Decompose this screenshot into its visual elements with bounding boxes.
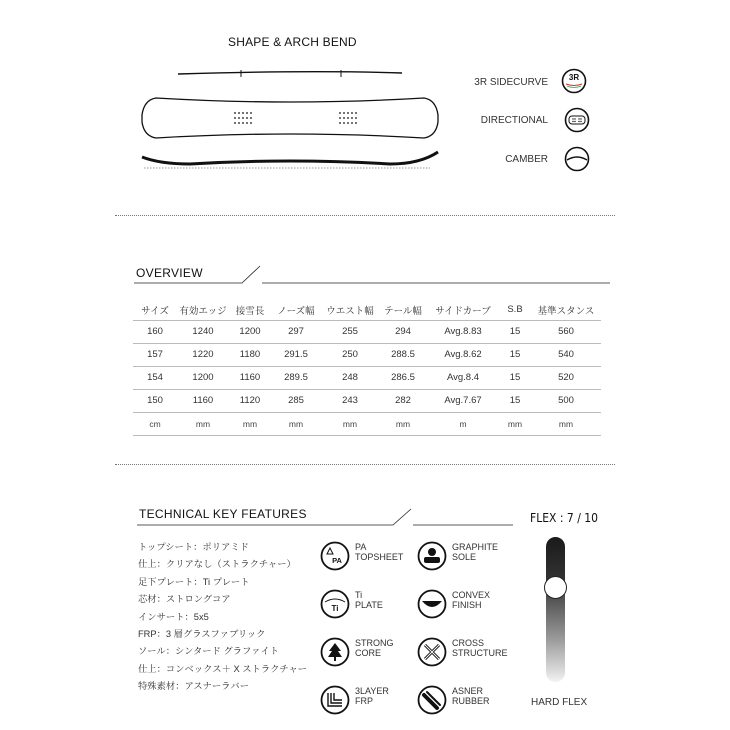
shape-section-title: SHAPE & ARCH BEND (228, 35, 357, 49)
table-cell: 288.5 (379, 343, 427, 366)
table-cell: 160 (133, 320, 177, 343)
table-cell: 150 (133, 389, 177, 412)
table-cell: 540 (531, 343, 601, 366)
spec-table-header (133, 300, 601, 320)
tech-feature-label: PA TOPSHEET (355, 542, 404, 562)
tech-feature-label: STRONG CORE (355, 638, 394, 658)
spec-line: ソール：シンタード グラファイト (138, 646, 280, 657)
unit-cell: m (427, 412, 499, 435)
feature-label-directional: DIRECTIONAL (480, 115, 548, 126)
units-row (133, 412, 601, 435)
unit-cell: mm (321, 412, 379, 435)
directional-icon (564, 107, 590, 133)
table-cell: 520 (531, 366, 601, 389)
spec-table (133, 300, 601, 436)
column-header: ウエスト幅 (326, 305, 374, 317)
3layer-frp-icon (320, 685, 350, 715)
spec-line: 足下プレート：Ti プレート (138, 576, 250, 587)
pa-icon-text: PA (332, 556, 342, 565)
pa-topsheet-icon (320, 541, 350, 571)
table-cell: 157 (133, 343, 177, 366)
table-row (133, 343, 601, 366)
flex-meter-marker (544, 576, 567, 599)
unit-cell: mm (229, 412, 271, 435)
table-cell: 15 (499, 320, 531, 343)
table-cell: 1160 (229, 366, 271, 389)
column-header: 接雪長 (235, 305, 265, 317)
table-cell: 560 (531, 320, 601, 343)
feature-label-camber: CAMBER (505, 154, 548, 165)
arch-profile-line (178, 72, 402, 74)
table-cell: 15 (499, 366, 531, 389)
feature-label-3r-sidecurve: 3R SIDECURVE (474, 77, 548, 88)
tech-feature-label: ASNER RUBBER (452, 686, 490, 706)
column-header: 有効エッジ (179, 305, 227, 317)
table-cell: 297 (271, 320, 321, 343)
3r-sidecurve-icon (561, 68, 587, 94)
cross-structure-icon (417, 637, 447, 667)
table-cell: 291.5 (271, 343, 321, 366)
tech-feature-pa-topsheet (320, 541, 430, 581)
technical-title-underline (135, 505, 515, 531)
table-cell: 285 (271, 389, 321, 412)
section-divider (115, 464, 615, 465)
flex-meter-bar (546, 537, 565, 682)
ti-icon-text: Ti (331, 604, 339, 613)
tech-feature-asner-rubber (417, 685, 527, 725)
tech-feature-3layer-frp (320, 685, 430, 725)
column-header: サイドカーブ (435, 305, 491, 317)
board-outline (142, 98, 438, 138)
unit-cell: mm (499, 412, 531, 435)
camber-profile (142, 152, 438, 164)
tech-feature-label: CONVEX FINISH (452, 590, 491, 610)
graphite-sole-icon (417, 541, 447, 571)
spec-line: 特殊素材：アスナーラバー (138, 681, 250, 692)
spec-line: 芯材：ストロングコア (138, 594, 231, 605)
table-cell: 294 (379, 320, 427, 343)
tech-feature-label: 3LAYER FRP (355, 686, 389, 706)
spec-line: FRP：3 層グラスファブリック (138, 629, 266, 640)
material-spec-list (138, 539, 307, 696)
spec-line: 仕上：コンベックス＋ X ストラクチャー (138, 663, 308, 674)
table-cell: Avg.8.62 (427, 343, 499, 366)
tech-feature-label: GRAPHITE SOLE (452, 542, 499, 562)
table-cell: 255 (321, 320, 379, 343)
table-cell: 1120 (229, 389, 271, 412)
column-header: 基準スタンス (537, 305, 595, 317)
3r-icon-text: 3R (568, 73, 580, 82)
column-header: ノーズ幅 (277, 305, 315, 317)
unit-cell: mm (531, 412, 601, 435)
spec-line: 仕上：クリアなし（ストラクチャー） (138, 559, 296, 570)
tech-feature-cross-structure (417, 637, 527, 677)
table-cell: 248 (321, 366, 379, 389)
overview-title: OVERVIEW (136, 266, 203, 280)
tech-feature-strong-core (320, 637, 430, 677)
unit-cell: cm (133, 412, 177, 435)
spec-line: トップシート：ポリアミド (138, 542, 249, 552)
table-cell: 282 (379, 389, 427, 412)
table-cell: Avg.8.83 (427, 320, 499, 343)
technical-title: TECHNICAL KEY FEATURES (139, 507, 307, 521)
section-divider (115, 215, 615, 216)
column-header: サイズ (141, 305, 169, 317)
table-cell: 154 (133, 366, 177, 389)
unit-cell: mm (271, 412, 321, 435)
table-cell: 250 (321, 343, 379, 366)
table-row (133, 320, 601, 343)
flex-caption: HARD FLEX (531, 697, 588, 708)
convex-finish-icon (417, 589, 447, 619)
unit-cell: mm (379, 412, 427, 435)
table-cell: Avg.7.67 (427, 389, 499, 412)
tech-feature-convex-finish (417, 589, 527, 629)
table-cell: 1180 (229, 343, 271, 366)
spec-line: インサート：5x5 (138, 611, 209, 622)
table-cell: 15 (499, 343, 531, 366)
table-cell: 286.5 (379, 366, 427, 389)
table-cell: 289.5 (271, 366, 321, 389)
table-cell: 1240 (177, 320, 229, 343)
strong-core-icon (320, 637, 350, 667)
board-shape-diagram (130, 60, 450, 185)
ti-plate-icon (320, 589, 350, 619)
table-cell: 1200 (229, 320, 271, 343)
camber-icon (564, 146, 590, 172)
tech-feature-label: Ti PLATE (355, 590, 383, 610)
table-cell: 1160 (177, 389, 229, 412)
table-cell: 1200 (177, 366, 229, 389)
table-row (133, 366, 601, 389)
overview-title-underline (132, 262, 612, 288)
asner-rubber-icon (417, 685, 447, 715)
table-cell: 15 (499, 389, 531, 412)
unit-cell: mm (177, 412, 229, 435)
table-cell: 243 (321, 389, 379, 412)
column-header: テール幅 (384, 305, 422, 317)
table-cell: Avg.8.4 (427, 366, 499, 389)
column-header: S.B (507, 304, 523, 316)
table-cell: 1220 (177, 343, 229, 366)
tech-feature-ti-plate (320, 589, 430, 629)
table-row (133, 389, 601, 412)
tech-feature-graphite-sole (417, 541, 527, 581)
flex-rating-title: FLEX : 7 / 10 (530, 511, 599, 525)
tech-feature-label: CROSS STRUCTURE (452, 638, 508, 658)
table-cell: 500 (531, 389, 601, 412)
